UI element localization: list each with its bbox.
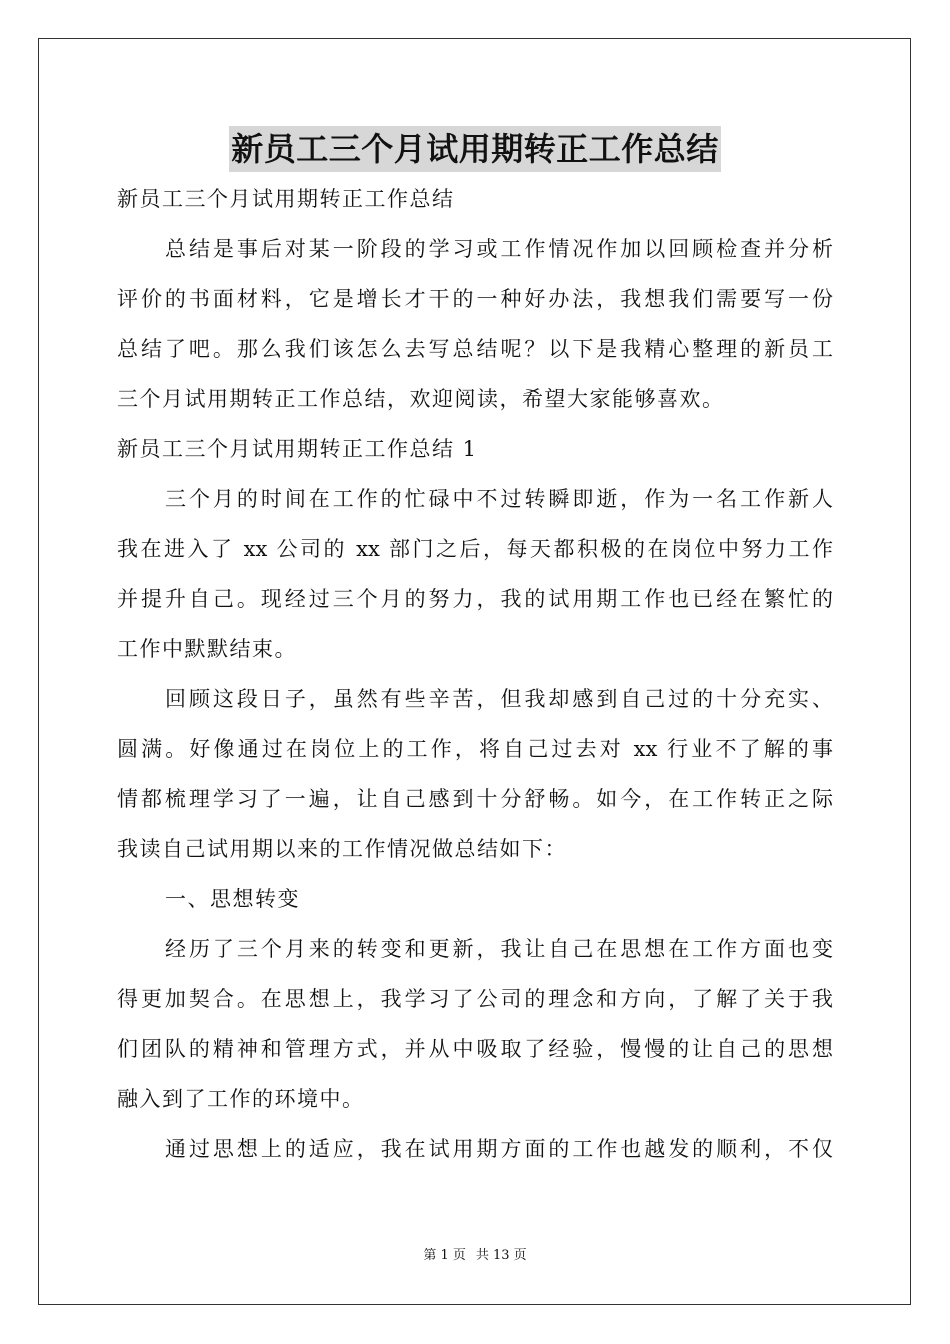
text-line: 评价的书面材料，它是增长才干的一种好办法，我想我们需要写一份 [117,287,833,311]
page-total: 共 13 页 [475,1248,527,1263]
document-title: 新员工三个月试用期转正工作总结 [229,126,721,172]
text-line: 回顾这段日子，虽然有些辛苦，但我却感到自己过的十分充实、 [165,687,833,711]
text-line: 情都梳理学习了一遍，让自己感到十分舒畅。如今，在工作转正之际 [117,787,833,811]
text-line: 总结了吧。那么我们该怎么去写总结呢？以下是我精心整理的新员工 [117,337,833,361]
text-line: 们团队的精神和管理方式，并从中吸取了经验，慢慢的让自己的思想 [117,1037,833,1061]
title-container [0,126,950,172]
text-line: 通过思想上的适应，我在试用期方面的工作也越发的顺利，不仅 [165,1137,833,1161]
text-line: 我读自己试用期以来的工作情况做总结如下： [117,837,567,861]
text-line: 一、思想转变 [165,887,300,911]
document-body [117,180,833,1180]
text-line: 三个月的时间在工作的忙碌中不过转瞬即逝，作为一名工作新人 [165,487,833,511]
text-line: 总结是事后对某一阶段的学习或工作情况作加以回顾检查并分析 [165,237,833,261]
text-line: 圆满。好像通过在岗位上的工作，将自己过去对 xx 行业不了解的事 [117,737,833,761]
page-footer [0,1246,950,1266]
page-number: 第 1 页 [423,1248,466,1263]
text-line: 并提升自己。现经过三个月的努力，我的试用期工作也已经在繁忙的 [117,587,833,611]
text-line: 三个月试用期转正工作总结，欢迎阅读，希望大家能够喜欢。 [117,387,725,411]
text-line: 工作中默默结束。 [117,637,297,661]
text-line: 我在进入了 xx 公司的 xx 部门之后，每天都积极的在岗位中努力工作 [117,537,833,561]
text-line: 融入到了工作的环境中。 [117,1087,365,1111]
text-line: 经历了三个月来的转变和更新，我让自己在思想在工作方面也变 [165,937,833,961]
text-line: 新员工三个月试用期转正工作总结 [117,187,455,211]
text-line: 得更加契合。在思想上，我学习了公司的理念和方向，了解了关于我 [117,987,833,1011]
text-line: 新员工三个月试用期转正工作总结 1 [117,437,478,461]
